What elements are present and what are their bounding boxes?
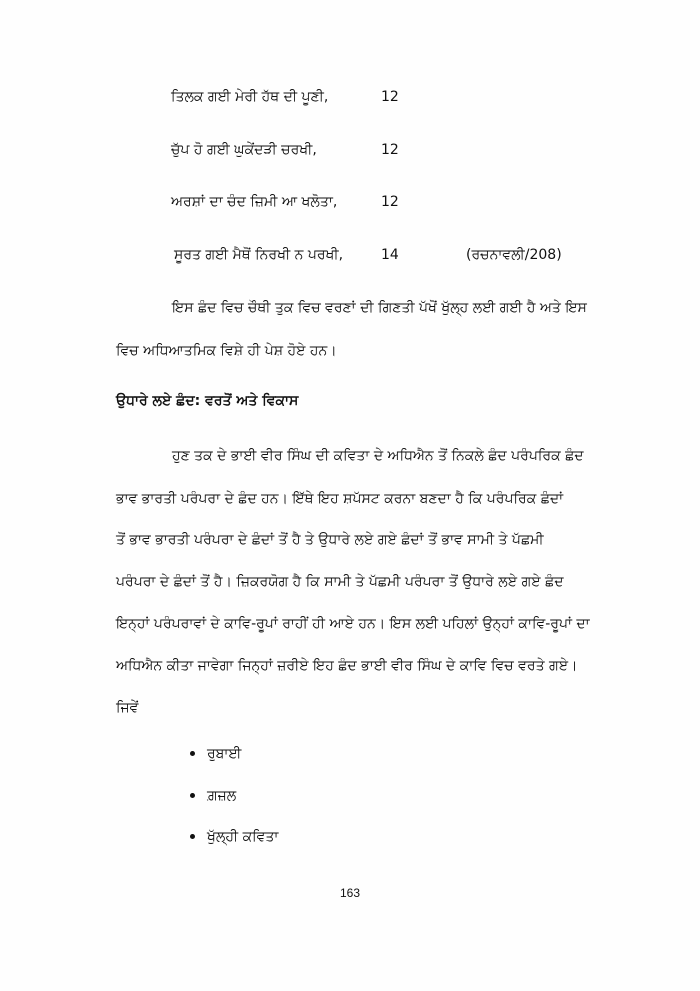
list-item xyxy=(190,827,278,847)
paragraph-1-line-1: ਇਸ ਛੰਦ ਵਿਚ ਚੌਥੀ ਤੁਕ ਵਿਚ ਵਰਣਾਂ ਦੀ ਗਿਣਤੀ ਪੱਖੋਂ ਖੁੱਲ੍ਹ ਲਈ ਗਈ ਹੈ ਅਤੇ ਇਸ xyxy=(172,300,587,316)
paragraph-2-line-5: ਇਨ੍ਹਾਂ ਪਰੰਪਰਾਵਾਂ ਦੇ ਕਾਵਿ-ਰੂਪਾਂ ਰਾਹੀਂ ਹੀ ਆਏ ਹਨ। ਇਸ ਲਈ ਪਹਿਲਾਂ ਉਨ੍ਹਾਂ ਕਾਵਿ-ਰੂਪਾਂ ਦਾ xyxy=(116,616,590,632)
verse-count-3: 12 xyxy=(381,194,399,210)
verse-line-2: ਚੁੱਪ ਹੋ ਗਈ ਘੁਕੇਂਦੜੀ ਚਰਖੀ, xyxy=(171,142,317,158)
page-number: 163 xyxy=(339,886,361,900)
paragraph-2-line-2: ਭਾਵ ਭਾਰਤੀ ਪਰੰਪਰਾ ਦੇ ਛੰਦ ਹਨ। ਇੱਥੇ ਇਹ ਸ਼ਪੱਸਟ ਕਰਨਾ ਬਣਦਾ ਹੈ ਕਿ ਪਰੰਪਰਿਕ ਛੰਦਾਂ xyxy=(116,491,564,507)
bullet-icon xyxy=(190,834,195,839)
verse-line-3: ਅਰਸ਼ਾਂ ਦਾ ਚੰਦ ਜ਼ਿਮੀ ਆ ਖਲੋਤਾ, xyxy=(171,194,338,210)
list-item-label: ਗ਼ਜ਼ਲ xyxy=(207,788,237,804)
paragraph-2-line-3: ਤੋਂ ਭਾਵ ਭਾਰਤੀ ਪਰੰਪਰਾ ਦੇ ਛੰਦਾਂ ਤੋਂ ਹੈ ਤੇ ਉਧਾਰੇ ਲਏ ਗਏ ਛੰਦਾਂ ਤੋਂ ਭਾਵ ਸਾਮੀ ਤੇ ਪੱਛਮੀ xyxy=(116,532,544,548)
paragraph-2-line-1: ਹੁਣ ਤਕ ਦੇ ਭਾਈ ਵੀਰ ਸਿੰਘ ਦੀ ਕਵਿਤਾ ਦੇ ਅਧਿਐਨ ਤੋਂ ਨਿਕਲੇ ਛੰਦ ਪਰੰਪਰਿਕ ਛੰਦ xyxy=(172,448,584,464)
bullet-icon xyxy=(190,793,195,798)
verse-line-1: ਤਿਲਕ ਗਈ ਮੇਰੀ ਹੱਥ ਦੀ ਪੂਣੀ, xyxy=(171,89,329,105)
paragraph-1-line-2: ਵਿਚ ਅਧਿਆਤਮਿਕ ਵਿਸ਼ੇ ਹੀ ਪੇਸ਼ ਹੋਏ ਹਨ। xyxy=(116,343,337,359)
list-item xyxy=(190,786,236,806)
list-item-label: ਰੁਬਾਈ xyxy=(207,746,242,762)
paragraph-2-line-6: ਅਧਿਐਨ ਕੀਤਾ ਜਾਵੇਗਾ ਜਿਨ੍ਹਾਂ ਜ਼ਰੀਏ ਇਹ ਛੰਦ ਭਾਈ ਵੀਰ ਸਿੰਘ ਦੇ ਕਾਵਿ ਵਿਚ ਵਰਤੇ ਗਏ। xyxy=(116,658,578,674)
verse-citation: (ਰਚਨਾਵਲੀ/208) xyxy=(466,247,562,263)
paragraph-2-line-4: ਪਰੰਪਰਾ ਦੇ ਛੰਦਾਂ ਤੋਂ ਹੈ। ਜ਼ਿਕਰਯੋਗ ਹੈ ਕਿ ਸਾਮੀ ਤੇ ਪੱਛਮੀ ਪਰੰਪਰਾ ਤੋਂ ਉਧਾਰੇ ਲਏ ਗਏ ਛੰਦ xyxy=(116,574,564,590)
verse-line-4: ਸੂਰਤ ਗਈ ਮੈਥੋਂ ਨਿਰਖੀ ਨ ਪਰਖੀ, xyxy=(174,247,344,263)
section-heading: ਉਧਾਰੇ ਲਏ ਛੰਦ: ਵਰਤੋਂ ਅਤੇ ਵਿਕਾਸ xyxy=(116,393,299,409)
verse-count-1: 12 xyxy=(381,89,399,105)
verse-count-2: 12 xyxy=(381,142,399,158)
list-item-label: ਖੁੱਲ੍ਹੀ ਕਵਿਤਾ xyxy=(207,829,279,845)
verse-count-4: 14 xyxy=(381,247,399,263)
bullet-icon xyxy=(190,751,195,756)
list-item xyxy=(190,744,241,764)
paragraph-2-line-7: ਜਿਵੇਂ xyxy=(116,700,139,716)
